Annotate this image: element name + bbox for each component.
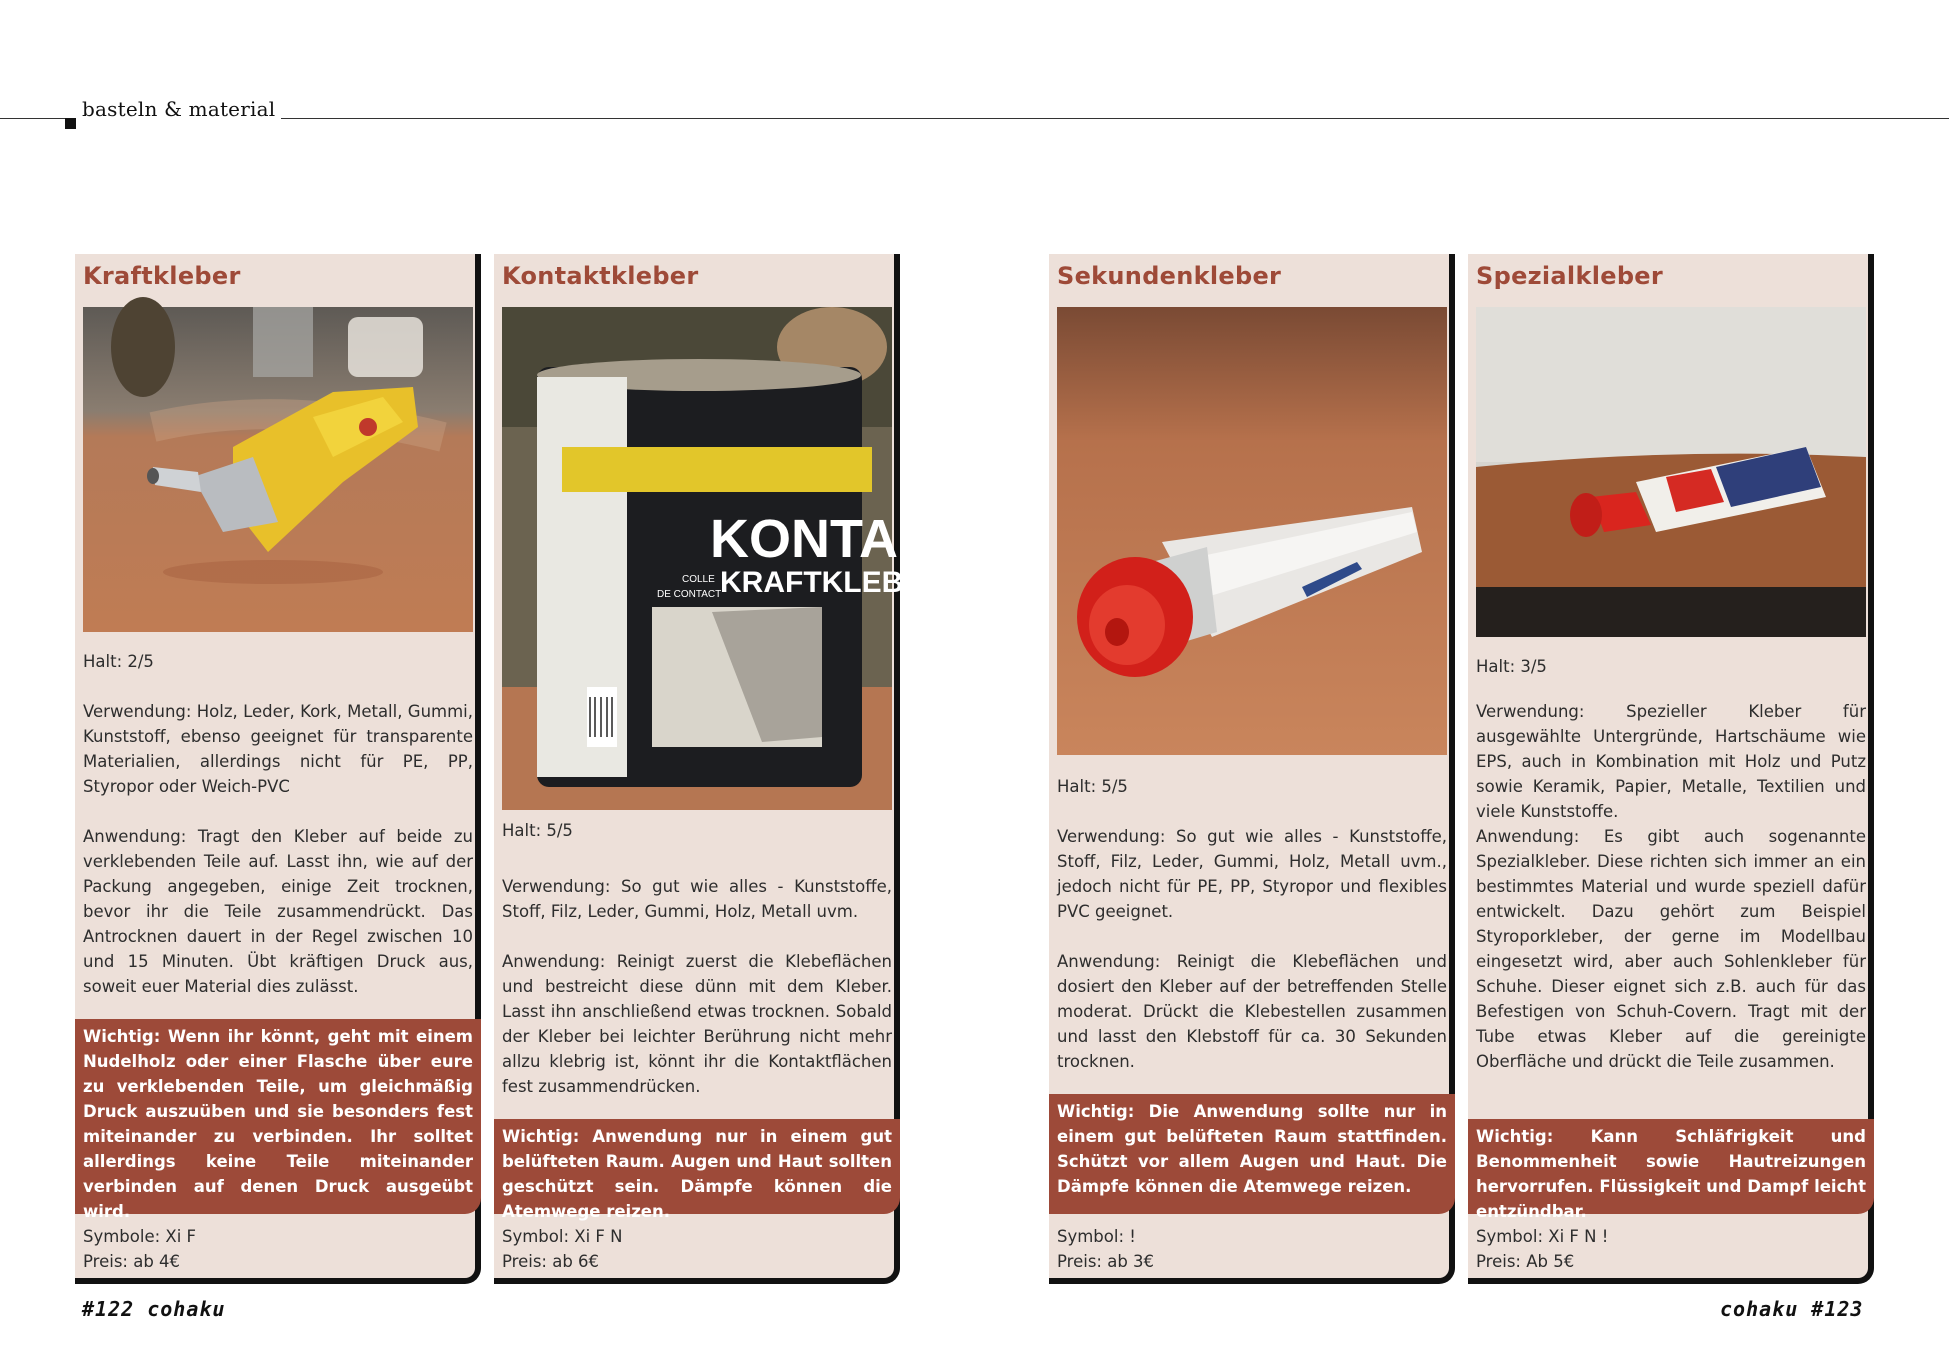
anwendung-text: Anwendung: Reinigt zuerst die Klebeflächen und bestreicht diese dünn mit dem Kleber. Lasst ihn anschließend etwas trocknen. Sobald der Kleber bei leichter Berührung nicht mehr allzu klebrig ist, könnt ihr die Kontaktflächen fest zusammendrücken.	[502, 952, 892, 1096]
warning-box: Wichtig: Anwendung nur in einem gut belüfteten Raum. Augen und Haut sollten geschützt sein. Dämpfe können die Atemwege reizen.	[494, 1119, 900, 1214]
verwendung-text: Verwendung: So gut wie alles - Kunststoffe, Stoff, Filz, Leder, Gummi, Holz, Metall uvm.	[502, 877, 892, 921]
section-title: basteln & material	[82, 97, 281, 121]
verwendung-text: Verwendung: Holz, Leder, Kork, Metall, Gummi, Kunststoff, ebenso geeignet für transparente Materialien, allerdings nicht für PE, PP, Styropor oder Weich-PVC	[83, 702, 473, 796]
product-photo-spezialkleber	[1476, 307, 1866, 637]
can-contact-text: DE CONTACT	[657, 589, 722, 600]
price-text: Preis: Ab 5€	[1476, 1252, 1575, 1271]
card-title: Sekundenkleber	[1057, 262, 1282, 290]
symbol-text: Symbol: !	[1057, 1227, 1136, 1246]
halt-text: Halt: 5/5	[502, 821, 573, 840]
header-rule-left	[0, 118, 70, 119]
card-spezialkleber	[1468, 254, 1874, 1284]
header-rule-right	[262, 118, 1949, 119]
symbol-text: Symbol: Xi F N	[502, 1227, 623, 1246]
price-text: Preis: ab 4€	[83, 1252, 181, 1271]
anwendung-text: Anwendung: Tragt den Kleber auf beide zu verklebenden Teile auf. Lasst ihn, wie auf der Packung angegeben, einige Zeit trocknen, bevor ihr die Teile zusammendrückt. Das Antrocknen dauert in der Regel zwischen 10 und 15 Minuten. Übt kräftigen Druck aus, soweit euer Material dies zulässt.	[83, 827, 473, 996]
card-title: Kontaktkleber	[502, 262, 699, 290]
verwendung-text: Verwendung: So gut wie alles - Kunststoffe, Stoff, Filz, Leder, Gummi, Holz, Metall uvm., jedoch nicht für PE, PP, Styropor und flexibles PVC geeignet.	[1057, 827, 1447, 921]
anwendung-text: Anwendung: Reinigt die Klebeflächen und dosiert den Kleber auf der betreffenden Stelle moderat. Drückt die Klebestellen zusammen und lasst den Klebstoff für ca. 30 Sekunden trocknen.	[1057, 952, 1447, 1071]
card-kraftkleber	[75, 254, 481, 1284]
can-colle-text: COLLE	[682, 574, 715, 585]
product-photo-kraftkleber	[83, 307, 473, 632]
card-title: Spezialkleber	[1476, 262, 1664, 290]
card-sekundenkleber	[1049, 254, 1455, 1284]
card-title: Kraftkleber	[83, 262, 241, 290]
header-marker	[65, 118, 76, 129]
page-number-right: cohaku #123	[1720, 1297, 1864, 1321]
warning-box: Wichtig: Wenn ihr könnt, geht mit einem Nudelholz oder einer Flasche über eure zu verklebenden Teile, um gleichmäßig Druck auszuüben und sie besonders fest miteinander zu verbinden. Ihr solltet allerdings keine Teile miteinander verbinden auf denen Druck ausgeübt wird.	[75, 1019, 481, 1214]
warning-box: Wichtig: Kann Schläfrigkeit und Benommenheit sowie Hautreizungen hervorrufen. Flüssigkeit und Dampf leicht entzündbar.	[1468, 1119, 1874, 1214]
product-photo-kontaktkleber	[502, 307, 937, 810]
symbol-text: Symbol: Xi F N !	[1476, 1227, 1609, 1246]
product-photo-sekundenkleber	[1057, 307, 1447, 755]
price-text: Preis: ab 3€	[1057, 1252, 1155, 1271]
price-text: Preis: ab 6€	[502, 1252, 600, 1271]
symbol-text: Symbole: Xi F	[83, 1227, 197, 1246]
warning-box: Wichtig: Die Anwendung sollte nur in einem gut belüfteten Raum stattfinden. Schützt vor allem Augen und Haut. Die Dämpfe können die Atemwege reizen.	[1049, 1094, 1455, 1214]
can-sub-text: KRAFTKLEB	[720, 566, 904, 599]
halt-text: Halt: 2/5	[83, 652, 154, 671]
halt-text: Halt: 5/5	[1057, 777, 1128, 796]
halt-text: Halt: 3/5	[1476, 657, 1547, 676]
can-brand-text: KONTAK	[710, 509, 937, 569]
anwendung-text: Anwendung: Es gibt auch sogenannte Spezialkleber. Diese richten sich immer an ein bestimmtes Material und wurde speziell dafür entwickelt. Dazu gehört zum Beispiel Styroporkleber, der gerne im Modellbau eingesetzt wird, aber auch Sohlenkleber für Schuhe. Dieser eignet sich z.B. auch für das Befestigen von Schuh-Covern. Tragt mit der Tube etwas Kleber auf die gereinigte Oberfläche und drückt die Teile zusammen.	[1476, 827, 1866, 1071]
page-number-left: #122 cohaku	[82, 1297, 226, 1321]
verwendung-text: Verwendung: Spezieller Kleber für ausgewählte Untergründe, Hartschäume wie EPS, auch in Kombination mit Holz und Putz sowie Keramik, Papier, Metalle, Textilien und viele Kunststoffe.	[1476, 702, 1866, 821]
card-kontaktkleber	[494, 254, 937, 1284]
